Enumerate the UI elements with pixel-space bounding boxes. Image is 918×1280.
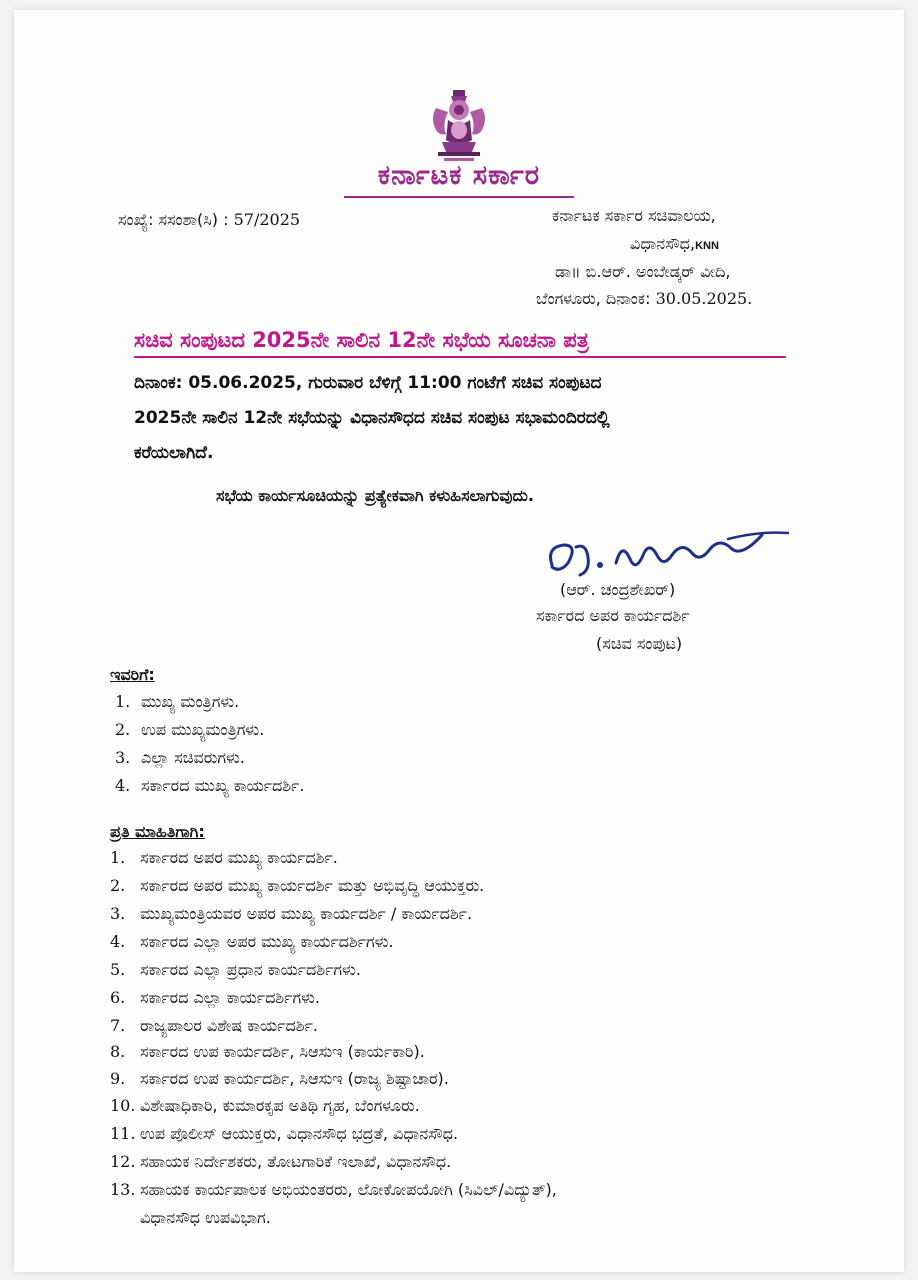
recipient-item: 3. ಎಲ್ಲಾ ಸಚಿವರುಗಳು. [115,748,245,767]
copy-item: 10. ವಿಶೇಷಾಧಿಕಾರಿ, ಕುಮಾರಕೃಪ ಅತಿಥಿ ಗೃಹ, ಬೆಂಗಳೂರು. [110,1096,420,1115]
government-title: ಕರ್ನಾಟಕ ಸರ್ಕಾರ [377,160,541,191]
address-building: ವಿಧಾನಸೌಧ, [630,234,696,253]
date-label: ಬೆಂಗಳೂರು, ದಿನಾಂಕ: [536,289,651,308]
copy-item: 7. ರಾಜ್ಯಪಾಲರ ವಿಶೇಷ ಕಾರ್ಯದರ್ಶಿ. [110,1016,318,1035]
notice-body-line-1: ದಿನಾಂಕ: 05.06.2025, ಗುರುವಾರ ಬೆಳಿಗ್ಗೆ 11:00 ಗಂಟೆಗೆ ಸಚಿವ ಸಂಪುಟದ [134,373,602,393]
address-mark: KNN [695,240,719,252]
signatory-department: (ಸಚಿವ ಸಂಪುಟ) [596,634,683,653]
recipients-label: ಇವರಿಗೆ: [110,665,155,684]
copy-to-label: ಪ್ರತಿ ಮಾಹಿತಿಗಾಗಿ: [110,822,205,841]
reference-label: ಸಂಖ್ಯೆ: ಸಸಂಶಾ(ಸಿ) : [118,210,229,229]
address-line-1: ಕರ್ನಾಟಕ ಸರ್ಕಾರ ಸಚಿವಾಲಯ, [552,206,716,225]
copy-item: 9. ಸರ್ಕಾರದ ಉಪ ಕಾರ್ಯದರ್ಶಿ, ಸಿಆಸುಇ (ರಾಜ್ಯ ಶಿಷ್ಟಾಚಾರ). [110,1069,449,1088]
notice-body-line-2: 2025ನೇ ಸಾಲಿನ 12ನೇ ಸಭೆಯನ್ನು ವಿಧಾನಸೌಧದ ಸಚಿವ ಸಂಪುಟ ಸಭಾಮಂದಿರದಲ್ಲಿ [134,408,610,428]
karnataka-emblem-icon [428,88,490,164]
copy-item: 6. ಸರ್ಕಾರದ ಎಲ್ಲಾ ಕಾರ್ಯದರ್ಶಿಗಳು. [110,988,320,1007]
copy-item: 8. ಸರ್ಕಾರದ ಉಪ ಕಾರ್ಯದರ್ಶಿ, ಸಿಆಸುಇ (ಕಾರ್ಯಕಾರಿ). [110,1042,425,1061]
copy-item: 1. ಸರ್ಕಾರದ ಅಪರ ಮುಖ್ಯ ಕಾರ್ಯದರ್ಶಿ. [110,848,338,867]
copy-item: 11. ಉಪ ಪೊಲೀಸ್ ಆಯುಕ್ತರು, ವಿಧಾನಸೌಧ ಭದ್ರತೆ, ವಿಧಾನಸೌಧ. [110,1124,459,1143]
copy-item: 2. ಸರ್ಕಾರದ ಅಪರ ಮುಖ್ಯ ಕಾರ್ಯದರ್ಶಿ ಮತ್ತು ಅಭಿವೃದ್ಧಿ ಆಯುಕ್ತರು. [110,876,485,895]
title-underline [344,196,574,198]
notice-heading: ಸಚಿವ ಸಂಪುಟದ 2025ನೇ ಸಾಲಿನ 12ನೇ ಸಭೆಯ ಸೂಚನಾ ಪತ್ರ [134,328,589,352]
copy-item: 3. ಮುಖ್ಯಮಂತ್ರಿಯವರ ಅಪರ ಮುಖ್ಯ ಕಾರ್ಯದರ್ಶಿ / ಕಾರ್ಯದರ್ಶಿ. [110,904,473,923]
recipient-item: 2. ಉಪ ಮುಖ್ಯಮಂತ್ರಿಗಳು. [115,720,265,739]
signatory-name: (ಆರ್. ಚಂದ್ರಶೇಖರ್) [560,580,676,599]
copy-item: 4. ಸರ್ಕಾರದ ಎಲ್ಲಾ ಅಪರ ಮುಖ್ಯ ಕಾರ್ಯದರ್ಶಿಗಳು. [110,932,394,951]
copy-item: 13. ಸಹಾಯಕ ಕಾರ್ಯಪಾಲಕ ಅಭಿಯಂತರರು, ಲೋಕೋಪಯೋಗಿ (ಸಿವಿಲ್/ವಿದ್ಯುತ್), [110,1180,557,1199]
heading-underline [134,356,786,358]
recipient-item: 4. ಸರ್ಕಾರದ ಮುಖ್ಯ ಕಾರ್ಯದರ್ಶಿ. [115,776,305,795]
date-line [536,289,752,309]
agenda-note: ಸಭೆಯ ಕಾರ್ಯಸೂಚಿಯನ್ನು ಪ್ರತ್ಯೇಕವಾಗಿ ಕಳುಹಿಸಲಾಗುವುದು. [216,486,534,505]
signatory-designation: ಸರ್ಕಾರದ ಅಪರ ಕಾರ್ಯದರ್ಶಿ [536,606,690,625]
reference-line [118,210,300,230]
notice-body-line-3: ಕರೆಯಲಾಗಿದೆ. [134,443,214,463]
copy-item-continuation: ವಿಧಾನಸೌಧ ಉಪವಿಭಾಗ. [140,1208,271,1227]
copy-item: 5. ಸರ್ಕಾರದ ಎಲ್ಲಾ ಪ್ರಧಾನ ಕಾರ್ಯದರ್ಶಿಗಳು. [110,960,361,979]
address-line-2 [630,234,719,254]
recipient-item: 1. ಮುಖ್ಯ ಮಂತ್ರಿಗಳು. [115,692,240,711]
address-line-3: ಡಾ॥ ಬಿ.ಆರ್. ಅಂಬೇಡ್ಕರ್ ವೀದಿ, [555,262,731,281]
date-value: 30.05.2025. [655,289,753,308]
copy-item: 12. ಸಹಾಯಕ ನಿರ್ದೇಶಕರು, ತೋಟಗಾರಿಕೆ ಇಲಾಖೆ, ವಿಧಾನಸೌಧ. [110,1152,452,1171]
reference-number: 57/2025 [233,210,301,229]
